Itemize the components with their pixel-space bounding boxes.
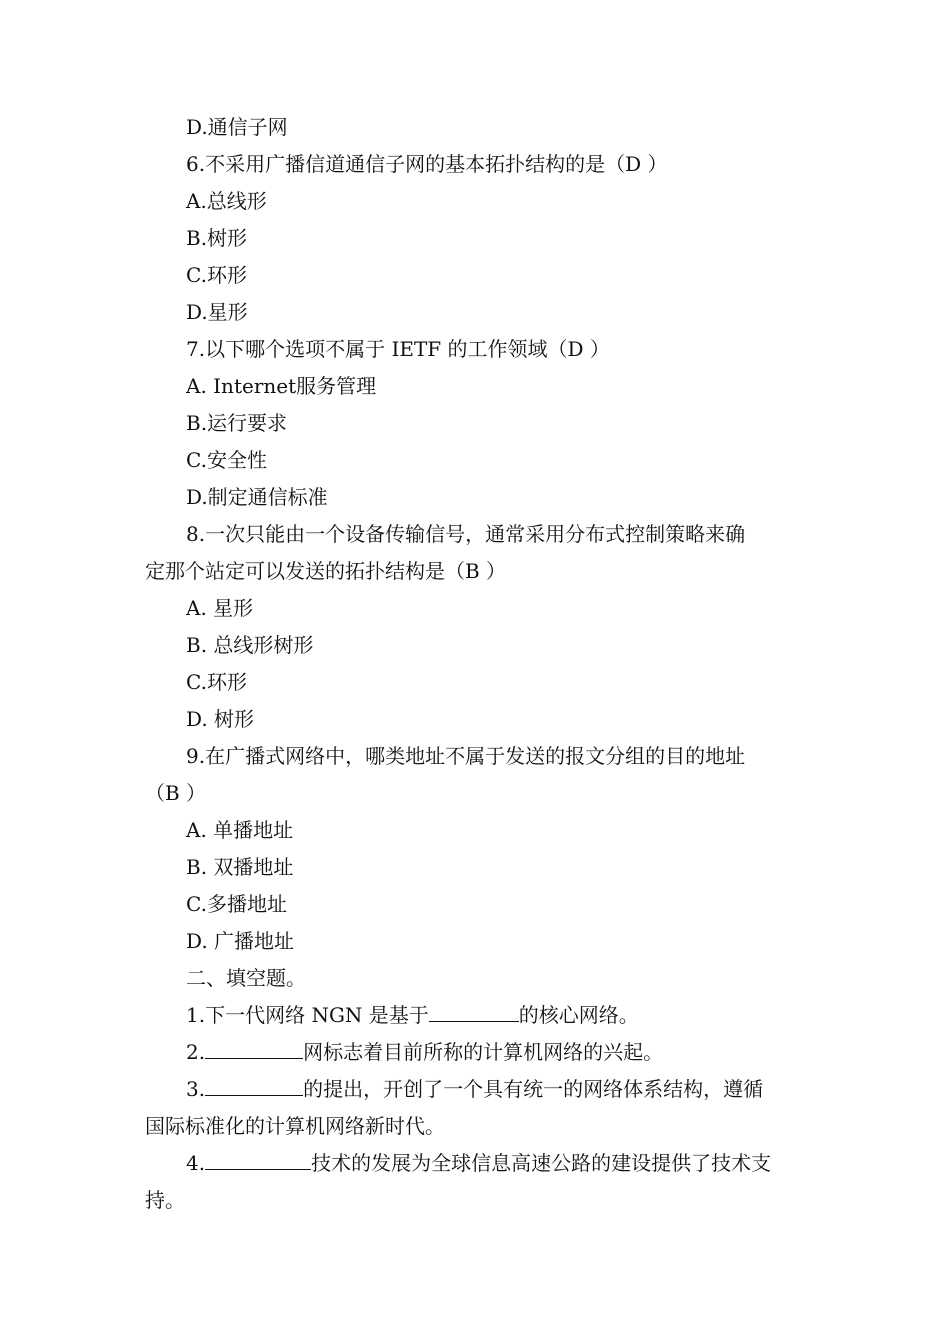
option-c-q9: C.多播地址 [186, 892, 287, 916]
option-c-q6: C.环形 [186, 263, 247, 287]
option-a-q6: A.总线形 [186, 189, 267, 213]
fill-question-4-continued: 持。 [145, 1188, 185, 1212]
option-d-q9: D. 广播地址 [186, 929, 295, 953]
fill-question-2 [0, 1040, 950, 1064]
fill-q4-prefix: 4. [186, 1151, 206, 1175]
question-8: 8.一次只能由一个设备传输信号，通常采用分布式控制策略来确 [186, 522, 746, 546]
option-a-q7: A. Internet服务管理 [186, 374, 377, 398]
option-d-q8: D. 树形 [186, 707, 255, 731]
fill-q3-suffix: 的提出，开创了一个具有统一的网络体系结构，遵循 [303, 1077, 764, 1101]
answer-blank-1[interactable] [429, 1003, 519, 1022]
section-heading-fill-in: 二、填空题。 [186, 966, 306, 990]
answer-blank-4[interactable] [205, 1151, 311, 1170]
answer-blank-3[interactable] [205, 1077, 303, 1096]
option-a-q9: A. 单播地址 [186, 818, 294, 842]
option-a-q8: A. 星形 [186, 596, 254, 620]
fill-q1-prefix: 1.下一代网络 NGN 是基于 [186, 1003, 429, 1027]
option-b-q6: B.树形 [186, 226, 248, 250]
option-c-q7: C.安全性 [186, 448, 267, 472]
fill-q3-prefix: 3. [186, 1077, 206, 1101]
fill-q4-suffix: 技术的发展为全球信息高速公路的建设提供了技术支 [311, 1151, 772, 1175]
answer-blank-2[interactable] [205, 1040, 303, 1059]
fill-question-1 [0, 1003, 950, 1027]
fill-q2-prefix: 2. [186, 1040, 206, 1064]
question-9-continued: （B ） [145, 781, 207, 805]
option-d-q6: D.星形 [186, 300, 248, 324]
question-7: 7.以下哪个选项不属于 IETF 的工作领域（D ） [186, 337, 610, 361]
option-c-q8: C.环形 [186, 670, 247, 694]
fill-q2-suffix: 网标志着目前所称的计算机网络的兴起。 [303, 1040, 664, 1064]
question-8-continued: 定那个站定可以发送的拓扑结构是（B ） [145, 559, 507, 583]
question-6: 6.不采用广播信道通信子网的基本拓扑结构的是（D ） [186, 152, 668, 176]
option-d-q5: D.通信子网 [186, 115, 288, 139]
fill-question-3-continued: 国际标准化的计算机网络新时代。 [145, 1114, 445, 1138]
question-9: 9.在广播式网络中，哪类地址不属于发送的报文分组的目的地址 [186, 744, 746, 768]
option-b-q7: B.运行要求 [186, 411, 288, 435]
fill-question-4 [0, 1151, 950, 1175]
fill-q1-suffix: 的核心网络。 [518, 1003, 639, 1027]
option-b-q8: B. 总线形树形 [186, 633, 314, 657]
option-d-q7: D.制定通信标准 [186, 485, 328, 509]
fill-question-3 [0, 1077, 950, 1101]
option-b-q9: B. 双播地址 [186, 855, 294, 879]
